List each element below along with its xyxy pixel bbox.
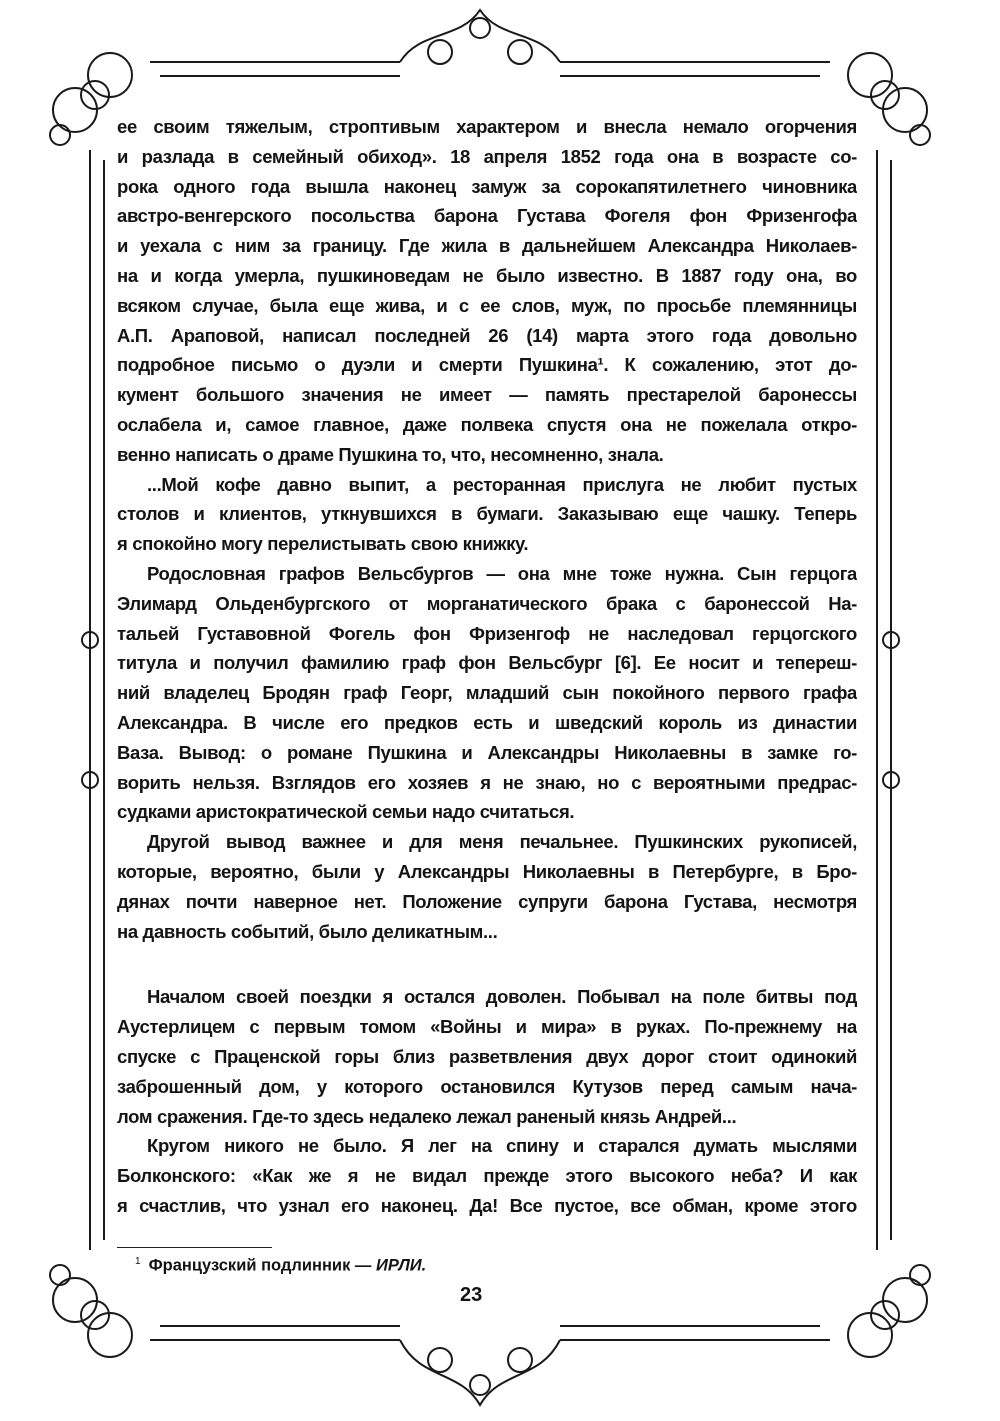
text-line: ворить нельзя. Взглядов его хозяев я не знаю, но с вероятными предрас- [117, 771, 857, 793]
text-line: рока одного года вышла наконец замуж за сорокапятилетнего чиновника [117, 175, 857, 197]
text-line: Другой вывод важнее и для меня печальнее. Пушкинских рукописей, [147, 831, 857, 853]
text-line: Аустерлицем с первым томом «Войны и мира» в руках. По-прежнему на [117, 1016, 857, 1038]
page-number: 23 [460, 1284, 483, 1306]
text-line: лом сражения. Где-то здесь недалеко лежал раненый князь Андрей... [117, 1105, 737, 1127]
text-line: и разлада в семейный обиход». 18 апреля 1852 года она в возрасте со- [117, 145, 857, 167]
text-line: заброшенный дом, у которого остановился Кутузов перед самым нача- [117, 1075, 857, 1097]
text-line: ний владелец Бродян граф Георг, младший сын покойного первого графа [117, 682, 857, 704]
text-line: Кругом никого не было. Я лег на спину и старался думать мыслями [147, 1135, 857, 1157]
text-line: ее своим тяжелым, строптивым характером и внесла немало огорчения [117, 116, 857, 137]
text-line: Элимард Ольденбургского от морганатического брака с баронессой На- [117, 592, 857, 614]
text-line: Александра. В числе его предков есть и шведский король из династии [117, 711, 857, 733]
text-line: спуске с Праценской горы близ разветвления двух дорог стоит одинокий [117, 1045, 857, 1067]
text-line: австро-венгерского посольства барона Густава Фогеля фон Фризенгофа [117, 205, 857, 227]
text-line: титула и получил фамилию граф фон Вельсбург [6]. Ее носит и тепереш- [117, 652, 857, 674]
text-line: которые, вероятно, были у Александры Николаевны в Петербурге, в Бро- [117, 860, 857, 882]
body-text [117, 112, 857, 1221]
text-line: дянах почти наверное нет. Положение супруги барона Густава, несмотря [117, 890, 857, 912]
text-line: и уехала с ним за границу. Где жила в дальнейшем Александра Николаев- [117, 235, 857, 257]
text-line: судками аристократической семьи надо считаться. [117, 801, 575, 823]
text-line: я спокойно могу перелистывать свою книжку. [117, 533, 529, 555]
footnote-divider [117, 1247, 272, 1248]
text-line: ослабела и, самое главное, даже полвека спустя она не пожелала откро- [117, 413, 857, 435]
text-line: кумент большого значения не имеет — память престарелой баронессы [117, 384, 857, 406]
text-line: Болконского: «Как же я не видал прежде этого высокого неба? И как [117, 1165, 857, 1187]
paragraph [117, 982, 857, 1131]
footnote-marker: 1 [135, 1256, 141, 1267]
footnote [135, 1256, 426, 1276]
paragraph [117, 559, 857, 827]
paragraph [117, 1131, 857, 1220]
text-line: подробное письмо о дуэли и смерти Пушкина¹. К сожалению, этот до- [117, 354, 857, 376]
text-line: А.П. Араповой, написал последней 26 (14) марта этого года довольно [117, 324, 857, 346]
text-line: на и когда умерла, пушкиноведам не было известно. В 1887 году она, во [117, 264, 857, 286]
paragraph [117, 112, 857, 470]
paragraph [117, 827, 857, 946]
text-line: ...Мой кофе давно выпит, а ресторанная прислуга не любит пустых [147, 473, 857, 495]
footnote-text: Французский подлинник — [148, 1256, 376, 1275]
text-line: на давность событий, было деликатным... [117, 920, 498, 942]
text-line: Ваза. Вывод: о романе Пушкина и Александры Николаевны в замке го- [117, 741, 857, 763]
text-line: Началом своей поездки я остался доволен. Побывал на поле битвы под [147, 986, 857, 1008]
paragraph [117, 470, 857, 559]
text-line: тальей Густавовной Фогель фон Фризенгоф не наследовал герцогского [117, 622, 857, 644]
text-line: всяком случае, была еще жива, и с ее слов, муж, по просьбе племянницы [117, 294, 857, 316]
text-line: я счастлив, что узнал его наконец. Да! Все пустое, все обман, кроме этого [117, 1194, 857, 1216]
text-line: Родословная графов Вельсбургов — она мне тоже нужна. Сын герцога [147, 562, 857, 584]
section-break [117, 946, 857, 982]
footnote-source: ИРЛИ. [376, 1256, 427, 1275]
text-line: венно написать о драме Пушкина то, что, несомненно, знала. [117, 443, 664, 465]
text-line: столов и клиентов, уткнувшихся в бумаги. Заказываю еще чашку. Теперь [117, 503, 857, 525]
